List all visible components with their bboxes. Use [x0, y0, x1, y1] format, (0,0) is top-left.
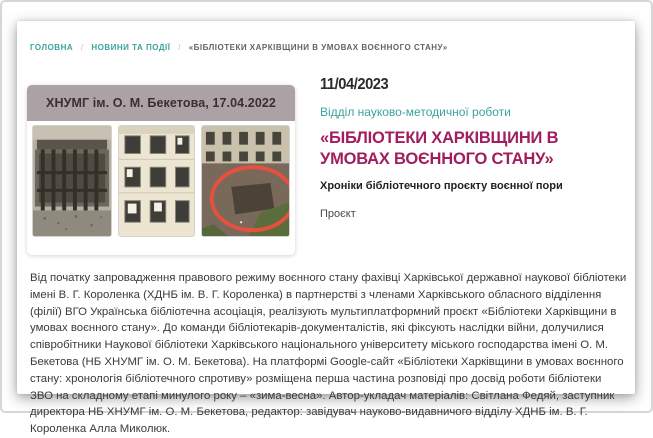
collage-photos [27, 121, 295, 237]
photo-damaged-entrance [32, 125, 112, 237]
photo-courtyard-circled [201, 125, 290, 237]
breadcrumb-home-link[interactable]: ГОЛОВНА [30, 43, 74, 52]
article-header [320, 76, 630, 220]
article-title: «БІБЛІОТЕКИ ХАРКІВЩИНИ В УМОВАХ ВОЄННОГО СТАНУ» [320, 129, 559, 168]
breadcrumb-separator: / [80, 43, 84, 52]
article-subtitle: Хроніки бібліотечного проєкту воєнної пори [320, 180, 563, 192]
photo-collage-slide[interactable] [27, 85, 295, 255]
breadcrumb-current-page: «БІБЛІОТЕКИ ХАРКІВЩИНИ В УМОВАХ ВОЄННОГО СТАНУ» [188, 43, 448, 52]
article-category: Проєкт [320, 208, 356, 220]
breadcrumb-news-link[interactable]: НОВИНИ ТА ПОДІЇ [91, 43, 171, 52]
page-content-card [17, 21, 635, 436]
article-body-text: Від початку запровадження правового режиму воєнного стану фахівці Харківської державної наукової бібліотеки імені В. Г. Короленка (ХДНБ ім. В. Г. Короленка) в партнерстві з членами Харківського обласного відділення (філії) ВГО Українська бібліотечна асоціація, реалізують мультиплатформний проєкт «Бібліотеки Харківщини в умовах воєнного стану». До команди бібліотекарів-документалістів, які фіксують наслідки війни, долучилися співробітники Наукової бібліотеки Харківського національного університету міського господарства імені О. М. Бекетова (НБ ХНУМГ ім. О. М. Бекетова). На платформі Google-сайт «Бібліотеки Харківщини в умовах воєнного стану: хронологія бібліотечного спротиву» розміщена перша частина розповіді про досвід роботи бібліотеки ЗВО на складному етапі минулого року – «зима-весна». Автор-укладач матеріалів: Світлана Федяй, заступник директора НБ ХНУМГ ім. О. М. Бекетова, редактор: завідувач науково-видавничого відділу ХДНБ ім. В. Г. Короленка Алла Миколюк. [30, 272, 627, 436]
collage-caption: ХНУМГ ім. О. М. Бекетова, 17.04.2022 [27, 85, 295, 121]
article-department-link[interactable]: Відділ науково-методичної роботи [320, 105, 511, 119]
breadcrumb-separator: / [178, 43, 181, 52]
breadcrumb [30, 43, 448, 52]
photo-broken-facade [118, 125, 195, 237]
article-date: 11/04/2023 [320, 76, 389, 93]
